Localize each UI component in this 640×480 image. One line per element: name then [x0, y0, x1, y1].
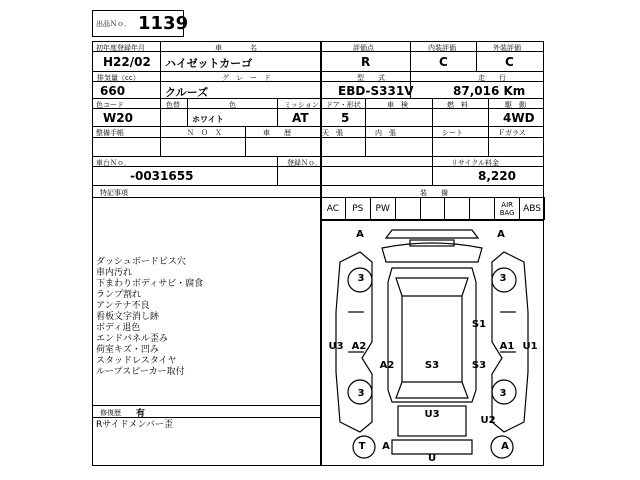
grid-line: [432, 98, 433, 126]
model-label: 型 式: [357, 74, 385, 82]
reg-date-label: 初年度登録年月: [96, 44, 145, 52]
remark-item: アンテナ不良: [96, 301, 150, 311]
remark-item: 車内汚れ: [96, 268, 133, 278]
nox-label: Ｎ Ｏ Ｘ: [187, 129, 222, 137]
grid-line: [476, 41, 477, 71]
grid-line: [92, 185, 544, 186]
grid-line: [277, 156, 278, 185]
displacement: 660: [100, 84, 126, 98]
grid-line: [432, 156, 433, 185]
remark-item: ボディ退色: [96, 323, 141, 333]
remark-item: 下まわりボディサビ・腐食: [96, 279, 204, 289]
equipment-cell: ABS: [519, 197, 545, 220]
fuel-label: 燃 料: [447, 101, 468, 109]
inspection-label: 車 検: [387, 101, 408, 109]
grid-line: [92, 156, 544, 157]
remarks-label: 特記事項: [100, 189, 128, 197]
recycle-fee: 8,220: [478, 169, 516, 183]
color-change-label: 色替: [166, 101, 180, 109]
equipment-cell: PS: [345, 197, 371, 220]
lot-number: 1139: [138, 13, 189, 34]
drive: 4WD: [503, 111, 535, 125]
interior-rating: C: [439, 55, 448, 69]
damage-mark: S3: [471, 360, 487, 371]
score: R: [361, 55, 371, 69]
damage-mark: A2: [351, 341, 367, 352]
repair-note: Rサイドメンバー歪: [96, 420, 173, 430]
grid-line: [365, 98, 366, 126]
equipment-cell: PW: [370, 197, 396, 220]
damage-mark: A: [501, 441, 509, 452]
lot-number-label: 出品Ｎｏ．: [96, 20, 131, 28]
grid-line: [432, 126, 433, 156]
remark-item: 荷室キズ・凹み: [96, 345, 159, 355]
exterior-rating: C: [505, 55, 514, 69]
damage-mark: S3: [424, 360, 440, 371]
grid-line: [410, 41, 411, 71]
equipment-cell: [420, 197, 446, 220]
door-shape-label: ドア・形状: [326, 101, 361, 109]
damage-mark: U: [427, 453, 437, 464]
color-code: W20: [103, 111, 133, 125]
transmission-label: ミッション: [284, 101, 319, 109]
transmission: AT: [292, 111, 309, 125]
equipment-row: [320, 197, 544, 220]
grid-line: [245, 126, 246, 156]
grid-line: [277, 98, 278, 126]
damage-mark: S1: [471, 319, 487, 330]
mileage: 87,016 Km: [453, 84, 526, 98]
damage-mark: 3: [499, 273, 507, 284]
damage-mark: U2: [480, 415, 496, 426]
remark-item: スタッドレスタイヤ: [96, 356, 177, 366]
damage-mark: A1: [499, 341, 515, 352]
damage-mark: U1: [522, 341, 538, 352]
doors: 5: [341, 111, 350, 125]
registration-no-label: 登録Ｎｏ．: [287, 159, 322, 167]
grid-line: [160, 41, 161, 98]
color: ホワイト: [192, 115, 224, 124]
grid-line: [187, 98, 188, 126]
damage-mark: 3: [357, 273, 365, 284]
grade-label: グ レ ー ド: [222, 74, 271, 82]
damage-mark: A2: [379, 360, 395, 371]
windshield-label: Ｆガラス: [498, 129, 526, 137]
headliner-label: 天 張: [322, 129, 343, 137]
grid-line: [488, 126, 489, 156]
color-label: 色: [229, 101, 236, 109]
damage-mark: A: [382, 441, 390, 452]
damage-mark: U3: [424, 409, 440, 420]
equipment-cell: AIR BAG: [494, 197, 520, 220]
repair-history-label: 修復歴: [100, 409, 121, 417]
remark-item: 看板文字消し跡: [96, 312, 160, 322]
car-name-label: 車 名: [215, 44, 257, 52]
equipment-cell: AC: [320, 197, 346, 220]
damage-mark: U3: [328, 341, 344, 352]
equipment-cell: [395, 197, 421, 220]
grid-line: [92, 405, 320, 406]
chassis-no-label: 車台Ｎｏ．: [96, 159, 131, 167]
interior-panel-label: 内 張: [375, 129, 396, 137]
damage-mark: T: [358, 441, 366, 452]
displacement-label: 排気量（cc）: [97, 74, 140, 82]
remark-item: ランプ割れ: [96, 290, 142, 300]
service-book-label: 整備手帳: [96, 129, 124, 137]
equipment-label: 装 備: [420, 189, 448, 197]
reg-date: H22/02: [103, 55, 151, 69]
remark-item: エンドパネル歪み: [96, 334, 168, 344]
remark-item: ダッシュボードビス穴: [96, 257, 186, 267]
car-name: ハイゼットカーゴ: [165, 57, 253, 70]
score-label: 評価点: [353, 44, 374, 52]
grid-line: [160, 98, 161, 126]
chassis-no: -0031655: [130, 169, 194, 183]
interior-rating-label: 内装評価: [428, 44, 456, 52]
history-label: 車 歴: [263, 129, 291, 137]
seat-label: シート: [442, 129, 463, 137]
damage-mark: A: [497, 229, 505, 240]
damage-mark: 3: [499, 388, 507, 399]
grid-line: [488, 98, 489, 126]
recycle-fee-label: リサイクル料金: [451, 159, 500, 167]
grid-line: [365, 126, 366, 156]
mileage-label: 走 行: [478, 74, 506, 82]
equipment-cell: [469, 197, 495, 220]
model-code: EBD-S331V: [338, 84, 414, 98]
grid-line: [92, 417, 320, 418]
grid-line: [320, 220, 544, 221]
grid-line: [160, 126, 161, 156]
color-code-label: 色コード: [96, 101, 124, 109]
repair-history-value: 有: [136, 409, 146, 419]
remark-item: ループスピーカー取付: [96, 367, 185, 377]
damage-mark: A: [356, 229, 364, 240]
lot-number-box: [92, 10, 189, 37]
exterior-rating-label: 外装評価: [493, 44, 521, 52]
equipment-cell: [444, 197, 470, 220]
grade: クルーズ: [165, 86, 209, 99]
damage-mark: 3: [357, 388, 365, 399]
drive-label: 駆 動: [505, 101, 526, 109]
